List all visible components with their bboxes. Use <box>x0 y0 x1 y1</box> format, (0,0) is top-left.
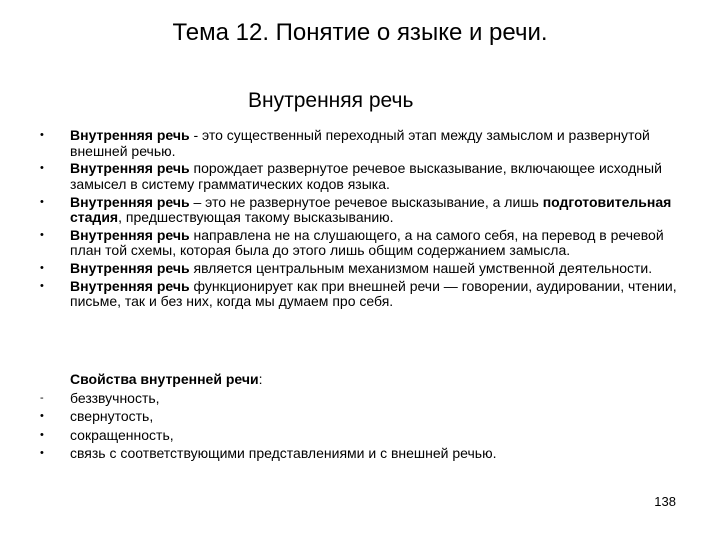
slide-subtitle: Внутренняя речь <box>248 89 414 112</box>
term-label: Внутренняя речь <box>70 127 190 143</box>
properties-heading <box>40 370 680 389</box>
bullet-item <box>40 161 680 192</box>
property-item <box>40 389 680 408</box>
property-text: беззвучность, <box>70 389 160 406</box>
properties-heading-text: Свойства внутренней речи <box>70 371 259 387</box>
bullet-text: функционирует как при внешней речи — говорении, аудировании, чтении, письме, так и без них, когда мы думаем про себя. <box>70 277 677 310</box>
term-label: Внутренняя речь <box>70 193 190 210</box>
bullet-marker: • <box>40 262 44 275</box>
bullet-marker: • <box>40 410 44 422</box>
property-text: связь с соответствующими представлениями и с внешней речью. <box>70 445 497 461</box>
property-item <box>40 426 680 445</box>
property-item <box>40 444 680 463</box>
bullet-marker: • <box>40 279 44 292</box>
term-label: Внутренняя речь <box>70 226 190 243</box>
properties-heading-colon: : <box>258 371 263 387</box>
bullet-item <box>40 228 680 259</box>
term-label: Внутренняя речь <box>70 277 190 294</box>
dash-marker: - <box>40 391 44 404</box>
bullet-list <box>40 128 680 312</box>
bullet-marker: • <box>40 162 44 175</box>
bullet-item <box>40 279 680 310</box>
property-item <box>40 407 680 426</box>
term-label: Внутренняя речь <box>70 160 190 177</box>
bullet-marker: • <box>40 428 44 441</box>
bullet-item <box>40 195 680 226</box>
bullet-marker: • <box>40 447 44 459</box>
property-text: сокращенность, <box>70 426 174 443</box>
bullet-text: направлена не на слушающего, а на самого себя, на перевод в речевой план той схемы, которая была до этого лишь общим содержанием замысла. <box>70 226 664 259</box>
bullet-text: - это существенный переходный этап между замыслом и развернутой внешней речью. <box>70 127 650 159</box>
page-number: 138 <box>654 494 676 509</box>
bullet-emphasis: подготовительная стадия <box>70 193 672 226</box>
bullet-item <box>40 128 680 159</box>
term-label: Внутренняя речь <box>70 260 190 277</box>
properties-list <box>40 389 680 463</box>
property-text: свернутость, <box>70 408 154 424</box>
bullet-text: – это не развернутое речевое высказывание, а лишь <box>189 193 543 210</box>
slide-title: Тема 12. Понятие о языке и речи. <box>172 19 548 46</box>
bullet-item <box>40 261 680 277</box>
properties-section <box>40 370 680 463</box>
bullet-text: , предшествующая такому высказыванию. <box>118 209 394 226</box>
bullet-marker: • <box>40 129 44 141</box>
bullet-marker: • <box>40 228 44 241</box>
bullet-text: является центральным механизмом нашей умственной деятельности. <box>189 260 653 277</box>
bullet-text: порождает развернутое речевое высказывание, включающее исходный замысел в систему грамматических кодов языка. <box>70 160 662 192</box>
bullet-marker: • <box>40 195 44 208</box>
